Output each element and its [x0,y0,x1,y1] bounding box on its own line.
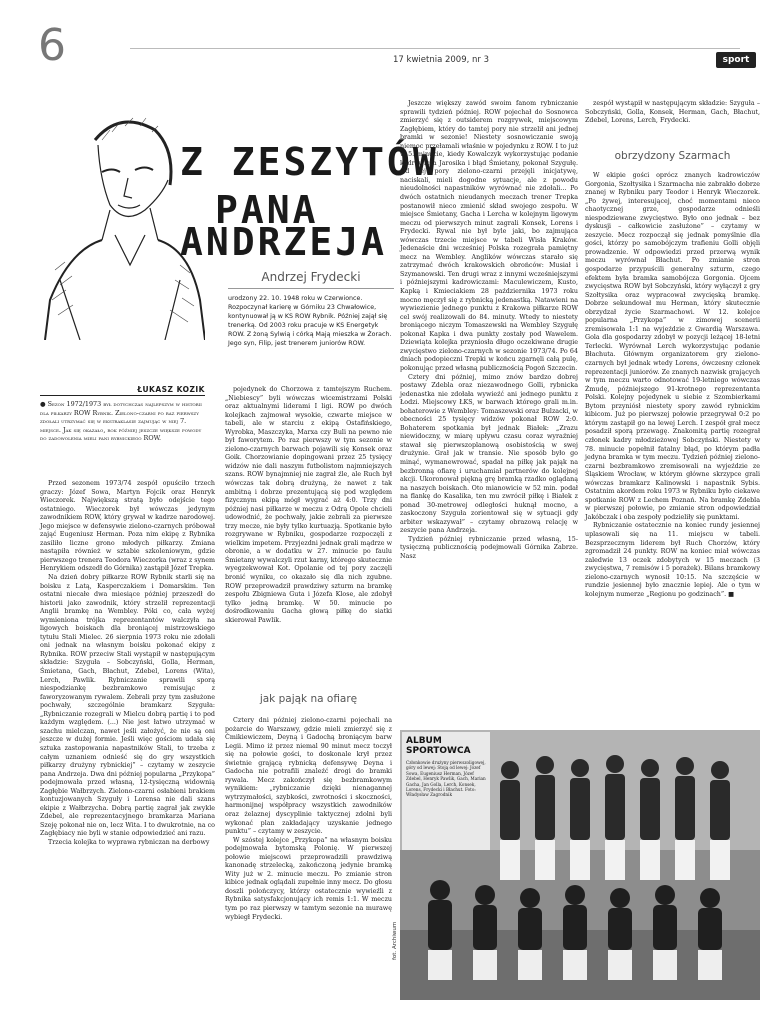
paragraph: W ekipie gości oprócz znanych kadrowiczów Gorgonia, Szołtysika i Szarmacha nie zabrakło dobrze znanej w Rybniku pary Teodor i Henryk Wieczorek. „Po żywej, interesującej, choć momentami nieco chaotycznej grze, gospodarze odnieśli niespodziewane zwycięstwo. Było ono jednak – bez dyskusji – całkowicie zasłużone” – czytamy w zeszycie. Mecz rozpoczął się jednak pomyślnie dla gości, którzy po samobójczym trafieniu Golli objęli prowadzenie. W odpowiedzi przed przerwą wynik meczu wyrównał Błachut. Po zmianie stron gospodarze przypuścili generalny szturm, czego efektem była bramka samobójcza Gorgonia. Ojcem zwycięstwa ROW był Sobczyński, który wyłączył z gry Szołtysika oraz wypracował zwycięską bramkę. Dobrze sekundował mu Herman, który skutecznie obrzydzał życie Szarmachowi. W 12. kolejce popularna „Przykopa” w zimowej scenerii zremisowała 1:1 na wyjeździe z Gwardią Warszawa. Gola dla gospodarzy zdobył w pozycji leżącej 18-letni Terlecki. Wyrównał Lerch wykorzystując podanie Błachuta. Głównym organizatorem gry zielono-czarnych był jednak wtedy Lorens, ówczesny członek reprezentacji juniorów. Ze znanych nazwisk grających w tym meczu warto odnotować 19-letniego wówczas Żmudę, późniejszego 91-krotnego reprezentanta Polski. Kolejny pojedynek u siebie z Szombierkami Bytom przyniósł niestety spory zawód rybnickim kibicom. Już po pierwszej połowie przegrywał 0:2 po którym zastąpił go na lewej Lerch. I zespół grał mecz posadził sporą przewagę. Znakomitą partię rozegrał członek kadry młodzieżowej Sobczyński. Niestety w 78. minucie popełnił fatalny błąd, po którym padła jedyna bramka w tym meczu. Tydzień później zielono-czarni bezbramkowo zremisowali na wyjeździe ze Śląskiem Wrocław, w którym główne skrzypce grali wówczas bramkarz Kalinowski i napastnik Sybis. Ostatnim akordem roku 1973 w Rybniku było ciekawe spotkanie ROW z Lechem Poznań. Na bramkę Zdebla w pierwszej połowie, po zmianie stron odpowiedział Jakóbczak i oba zespoły podzieliły się punktami. [585,172,760,521]
title-line-1: Z ZESZYTÓW [180,140,439,184]
bio-divider [228,288,394,289]
subheading-2: obrzydzony Szarmach [614,150,731,162]
paragraph: Jeszcze większy zawód swoim fanom rybniczanie sprawili tydzień później. ROW pojechał do Sosnowca zmierzyć się z outsiderem rozgrywek, miejscowym Zagłębiem, który do tamtej pory nie strzelił ani jednej bramki w sezonie! Niestety sosnowiczanie swoją niemoc przełamali właśnie w pojedynku z ROW. I to już w 5. minucie, kiedy Kowalczyk wykorzystując podanie kadrowicza Jarosika i błąd Śmietany, pokonał Szygułę. Od tej pory zielono-czarni przejęli inicjatywę, naciskali, mieli dogodne sytuacje, ale z powodu nieudolności napastników wyrównać nie zdołali... Po dwóch ostatnich nieudanych meczach trener Trepka postanowił nieco zmienić skład swojego zespołu. W miejsce Śmietany, Gacha i Lercha w kolejnym ligowym meczu od pierwszych minut zagrali Konsek, Lorens i Frydecki. Rywal nie był byle jaki, bo zajmująca wówczas trzecie miejsce w tabeli Wisła Kraków. Jedenaście dni wcześniej Polska rozegrała pamiętny mecz na Wembley. Anglików wówczas starało się zatrzymać dwóch krakowskich obrońców: Musiał i Szymanowski. Ten drugi wraz z innymi wcześniejszymi i późniejszymi kadrowiczami: Maculewiczem, Kusto, Kapką i Kmieciakiem 28 października 1973 roku mocno męczył się z rybnicką jedenastką. Natawieni na wywiezienie jednego punktu z Krakowa piłkarze ROW cel swój realizowali do 84. minuty. Wtedy to niestety broniącego niczym Tomaszewski na Wembley Szygułę pokonał Kapka i dwa punkty zostały pod Wawelem. Dziewiąta kolejka przyniosła długo oczekiwane drugie zwycięstwo zielono-czarnych w sezonie 1973/74. Po 64 dniach podopieczni Trepki w końcu zgarnęli całą pulę, pokonując przed własną publicznością Pogoń Szczecin. [400,100,578,372]
column-4-bottom [585,172,760,599]
team-photo [392,730,760,1000]
paragraph: Na dzień dobry piłkarze ROW Rybnik starli się na boisku z Latą, Kasperczakiem i Domarskim. Ten ostatni niecałe dwa miesiące później przeszedł do historii jako zawodnik, który strzelił reprezentacji Anglii bramkę na Wembley. Póki co, cała wyżej wymieniona trójka reprezentantów walczyła na ligowych boiskach dla broniącej mistrzowskiego tytułu Stali Mielec. 26 sierpnia 1973 roku nie zdołali oni jednak na własnym boisku pokonać ekipy z Rybnika. ROW przeciw Stali wystąpił w następującym składzie: Szyguła – Sobczyński, Golla, Herman, Śmietana, Gach, Błachut, Zdebel, Lorens (Wita), Lerch, Pawlik. Rybniczanie sprawili sporą niespodziankę bezbramkowo remisując z faworyzowanym rywalem. Zebrali przy tym zasłużone pochwały, szczególnie bramkarz Szyguła: „Rybniczanie rozegrali w Mielcu dobrą partię i to pod każdym względem. (...) Nie jest łatwo utrzymać w szachu mielczan, nawet jeśli założyć, że nie są oni jeszcze w dużej formie. Jeśli więc gościom udała się sztuka zastopowania napastników Stali, to trzeba z całym uznaniem odnieść się do gry wszystkich piłkarzy drużyny rybnickiej” – czytamy w zeszycie pana Andrzeja. Dwa dni później popularna „Przykopa” podejmowała przed własną, 12-tysięczną widownią Zagłębie Wałbrzych. Zielono-czarni osłabieni brakiem kontuzjowanych Szyguły i Lorensa nie dali szans ekipie z Wałbrzycha. Dobrą partię zagrał jak zwykle Zdebel, ale reprezentacyjnego bramkarza Mariana Szeję pokonał nie on, lecz Wita. I to dwukrotnie, na co Zagłębiacy nie byli w stanie odpowiedzieć ani razu. [40,574,215,838]
bio-text: urodzony 22. 10. 1948 roku w Czerwionce. Rozpoczynał karierę w Górniku 23 Chwałowice, kontynuował ją w KS ROW Rybnik. Później zajął się trenerką. Od 2003 roku pracuje w KS Energetyk ROW. Z żoną Sylwią i córką Mają mieszka w Żorach. Jego syn, Filip, jest trenerem juniorów ROW. [228,295,392,347]
paragraph: Cztery dni później, mimo znów bardzo dobrej postawy Zdebla oraz niezawodnego Golli, rybnicka jedenastka nie zdołała wywieźć ani jednego punktu z Łodzi. Miejscowy ŁKS, w barwach którego grali m.in. bohaterowie z Wembley: Tomaszewski oraz Bulzacki, w obecności 25 tysięcy widzów pokonał ROW 2:0. Bohaterem spotkania był jednak Białek: „Zrazu niewidoczny, w miarę upływu czasu coraz wyraźniej stawał się pierwszoplanową osobistością w swej drużynie. Grał jak w transie. Nie sposób było go minąć, wymanewrować, spadał na piłkę jak pająk na bezbronną ofiarę i uruchamiał partnerów do kolejnej akcji. Ukoronował piękną grę bramką rzadko oglądaną na naszych boiskach. Oto mianowicie w 52 min. podał na flankę do Kasalika, ten mu zwrócił piłkę i Białek z ponad 30-metrowej odległości huknął mocno, a zaskoczony Szyguła zorientował się w sytuacji gdy arbiter wskazywał” – czytamy obrazową relację w zeszycie pana Andrzeja. [400,373,578,535]
paragraph: Rybniczanie ostatecznie na koniec rundy jesiennej uplasowali się na 11. miejscu w tabeli. Bezsprzecznym liderem był Ruch Chorzów, który zgromadził 24 punkty. ROW na koniec miał wówczas zaledwie 13 oczek zdobytych w 15 meczach (3 zwycięstwa, 7 remisów i 5 porażek). Bilans bramkowy zielono-czarnych wynosił 10:15. Na szczęście w rundzie jesiennej było znacznie lepiej. Ale o tym w kolejnym numerze „Regionu po godzinach”. ■ [585,522,760,598]
paragraph: Trzecia kolejka to wyprawa rybniczan na derbowy [48,838,210,846]
bio-name: Andrzej Frydecki [261,270,361,284]
header-rule [130,48,740,49]
article-author: ŁUKASZ KOZIK [40,385,205,396]
photo-credit: fot. Archiwum [392,921,398,960]
paragraph: Cztery dni później zielono-czarni pojechali na pożarcie do Warszawy, gdzie mieli zmierzyć się z Ćmikiewiczem, Deyną i Gadochą broniącym barw Legii. Mimo iż przez niemal 90 minut mecz toczył się na połowie gości, to doskonale krył przez świetnie grającą rybnicką defensywę Deyna i Gadocha nie potrafili znaleźć drogi do bramki rywala. Mecz zakończył się bezbramkowym wynikiem: „rybniczanie dzięki nienagannej wytrzymałości, szybkości, zwrotności i skoczności, harmonijnej współpracy wszystkich zawodników oraz żelaznej dyscyplinie taktycznej zdolni byli wykonać plan zakładający uzyskanie jednego punktu” – czytamy w zeszycie. [225,717,392,836]
article-lead [40,400,205,443]
album-title: ALBUM SPORTOWCA [406,736,471,756]
paragraph: Przed sezonem 1973/74 zespół opuściło trzech graczy: Józef Sowa, Martyn Fojcik oraz Henryk Wieczorek. Największą stratą było odejście tego ostatniego. Wieczorek był wówczas jedynym zawodnikiem ROW, który grywał w kadrze narodowej. Jego miejsce w defensywie zielono-czarnych próbował zająć Eugeniusz Herman. Poza nim ekipę z Rybnika zasiliło liczne grono młodych piłkarzy. Zmiana nastąpiła również w sztabie szkoleniowym, gdzie pierwszego trenera Teodora Wieczorka (wraz z synem Henrykiem odszedł do Górnika) zastąpił Józef Trepka. [40,480,215,573]
issue-date: 17 kwietnia 2009, nr 3 [393,55,490,65]
page-number: 6 [38,20,66,71]
lead-bullet: ● [40,400,48,408]
paragraph: Tydzień później rybniczanie przed własną, 15-tysięczną publicznością podejmowali Górnika Zabrze. Nasz [400,535,578,560]
column-4-top [585,100,760,126]
paragraph: zespół wystąpił w następującym składzie: Szyguła – Sobczyński, Golla, Konsek, Herman, Gach, Błachut, Zdebel, Lorens, Lerch, Frydecki. [585,100,760,125]
publication-logo: sport [716,52,756,68]
column-3 [400,100,578,562]
title-line-3: ANDRZEJA [180,220,388,264]
paragraph: W szóstej kolejce „Przykopa” na własnym boisku podejmowała bytomską Polonię. W pierwszej połowie miejscowi przeprowadzili prawdziwą kanonadę strzelecką, zakończoną jedynie bramką Wity już w 2. minucie meczu. Po zmianie stron kibice jednak oglądali zupełnie inny mecz. Do głosu doszli polończycy, którzy ostatecznie wywieźli z Rybnika satysfakcjonujący ich remis 1:1. W meczu tym po raz pierwszy w tamtym sezonie na murawę wybiegł Frydecki. [225,836,392,921]
column-2-bottom [225,717,392,922]
paragraph: pojedynek do Chorzowa z tamtejszym Ruchem. „Niebiescy” byli wówczas wicemistrzami Polski oraz aktualnymi liderami I ligi. ROW po dwóch kolejkach zajmował wysokie, czwarte miejsce w tabeli, ale w starciu z ekipą Ostafińskiego, Wyrobka, Maszczyka, Marxa czy Buli na pewno nie był faworytem. Po raz pierwszy w tym sezonie w zielono-czarnych barwach pojawili się Konsek oraz Goik. Chorzowianie dopingowani przez 25 tysięcy widzów nie dali naszym futbolistom najmniejszych szans. ROW bynajmniej nie zagrał źle, ale Ruch był wówczas tak dobrą drużyną, że nawet z tak ambitną i dobrze prezentującą się pod względem fizycznym ekipą mógł wygrać aż 4:0. Trzy dni później nasi piłkarze w meczu z Odrą Opole chcieli udowodnić, że pochwały, jakie zebrali za pierwsze trzy mecze, nie były tylko kurtuazją. Spotkanie było rozgrywane w Rybniku, gospodarze rozpoczęli z wielkim impetem. Przyjezdni jednak grali mądrze w obronie, a w dodatku w 27. minucie po faulu Śmietany wywalczyli rzut karny, którego skutecznie wyegzekwował Kot. Opolanie od tej pory zaczęli bronić wyniku, co okazało się dla nich zgubne. ROW przeprowadził prawdziwy szturm na bramkę zespołu Zbigniewa Guta i Józefa Klose, ale zdobył tylko jedną bramkę. W 50. minucie po dośrodkowaniu Gacha głową piłkę do siatki skierował Pawlik. [225,386,392,624]
photo-caption: Członkowie drużyny pierwszoligowej, góry od lewej: Stoją od lewej: Józef Sowa, Eugeniusz Herman, Józef Zdebel, Henryk Pawlik, Gach, Marian Gacha, Jan Golla, Lerch, Konsek, Lorens, Frydecki i Błachut. Foto: Władysław Zagrodnik [406,760,486,798]
column-2-top [225,386,392,625]
lead-text: Sezon 1972/1973 był dotychczas najlepszym w historii dla piłkarzy ROW Rybnik. Zielono-czarni po raz pierwszy zdołali utrzymać się w ekstraklasie zajmując w niej 7. miejsce. Jak się okazało, rok później jeszcze większe powody do zadowolenia mieli fani rybnickiego ROW. [40,400,202,443]
subheading-1: jak pająk na ofiarę [259,693,358,705]
column-1 [40,480,215,848]
title-line-2: PANA [215,188,319,232]
